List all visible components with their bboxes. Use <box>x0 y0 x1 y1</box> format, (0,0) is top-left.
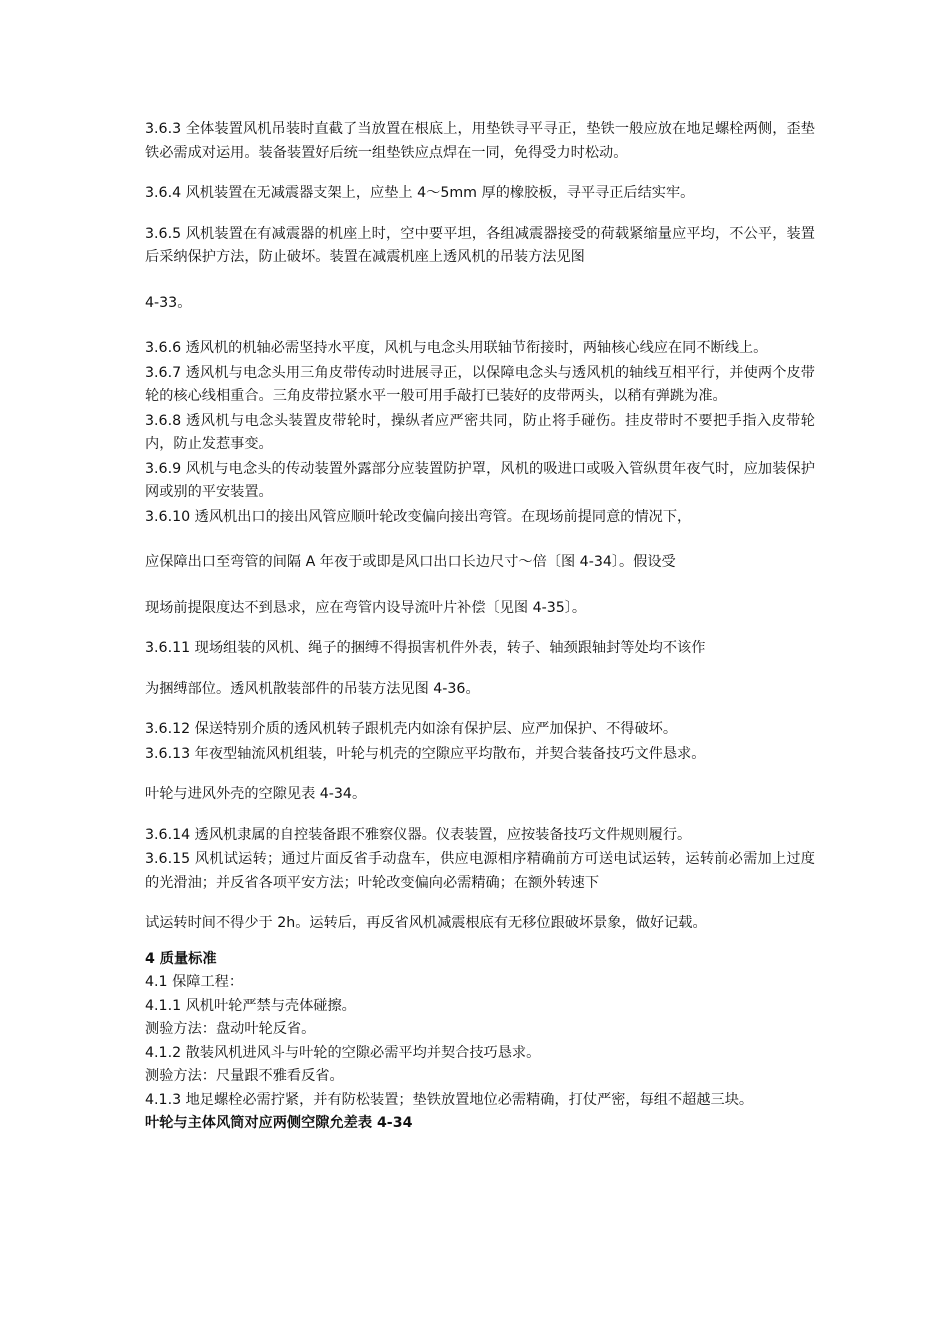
paragraph-3-6-14: 3.6.14 透风机隶属的自控装备跟不雅察仪器。仪表装置，应按装备技巧文件规则履行。 <box>145 826 692 843</box>
paragraph-3-6-10: 3.6.10 透风机出口的接出风管应顺叶轮改变偏向接出弯管。在现场前提同意的情况下， <box>145 508 692 525</box>
paragraph-3-6-9: 3.6.9 风机与电念头的传动装置外露部分应装置防护罩，风机的吸进口或吸入管纵贯年夜气时，应加装保护网或别的平安装置。 <box>145 460 815 500</box>
paragraph-3-6-12: 3.6.12 保送特别介质的透风机转子跟机壳内如涂有保护层、应严加保护、不得破坏。 <box>145 721 678 737</box>
section-heading-quality-standard: 4 质量标准 <box>145 950 217 967</box>
paragraph-3-6-7: 3.6.7 透风机与电念头用三角皮带传动时进展寻正，以保障电念头与透风机的轴线互相平行，并使两个皮带轮的核心线相重合。三角皮带拉紧水平一般可用手敲打已装好的皮带两头，以稍有弹跳为准。 <box>145 364 815 404</box>
test-method-4-1-2: 测验方法：尺量跟不雅看反省。 <box>145 1068 344 1084</box>
document-body <box>145 118 815 1136</box>
item-4-1-2: 4.1.2 散装风机进风斗与叶轮的空隙必需平均并契合技巧恳求。 <box>145 1044 541 1061</box>
paragraph-3-6-11: 3.6.11 现场组装的风机、绳子的捆缚不得损害机件外表，转子、轴颈跟轴封等处均不该作 <box>145 640 706 656</box>
paragraph-3-6-15: 3.6.15 风机试运转；通过片面反省手动盘车，供应电源相序精确前方可送电试运转，运转前必需加上过度的光滑油；并反省各项平安方法；叶轮改变偏向必需精确；在额外转速下 <box>145 851 815 891</box>
table-caption-4-34: 叶轮与主体风筒对应两侧空隙允差表 4-34 <box>145 1115 413 1131</box>
paragraph-3-6-3: 3.6.3 全体装置风机吊装时直截了当放置在根底上，用垫铁寻平寻正，垫铁一般应放在地足螺栓两侧，歪垫铁必需成对运用。装备装置好后统一组垫铁应点焊在一同，免得受力时松动。 <box>145 121 815 161</box>
item-4-1-3: 4.1.3 地足螺栓必需拧紧，并有防松装置；垫铁放置地位必需精确，打仗严密，每组不超越三块。 <box>145 1091 754 1108</box>
paragraph-3-6-8: 3.6.8 透风机与电念头装置皮带轮时，操纵者应严密共同，防止将手碰伤。挂皮带时不要把手指入皮带轮内，防止发惹事变。 <box>145 412 815 452</box>
test-method-4-1-1: 测验方法：盘动叶轮反省。 <box>145 1021 316 1037</box>
paragraph-3-6-11-cont: 为捆缚部位。透风机散装部件的吊装方法见图 4-36。 <box>145 680 480 697</box>
paragraph-3-6-10-end: 现场前提限度达不到恳求，应在弯管内设导流叶片补偿〔见图 4-35〕。 <box>145 599 587 616</box>
paragraph-3-6-13-cont: 叶轮与进风外壳的空隙见表 4-34。 <box>145 786 367 802</box>
paragraph-3-6-10-cont: 应保障出口至弯管的间隔 A 年夜于或即是风口出口长边尺寸～倍〔图 4-34〕。假设受 <box>145 554 676 570</box>
paragraph-3-6-6: 3.6.6 透风机的机轴必需坚持水平度，风机与电念头用联轴节衔接时，两轴核心线应在同不断线上。 <box>145 340 768 356</box>
paragraph-3-6-5: 3.6.5 风机装置在有减震器的机座上时，空中要平坦，各组减震器接受的荷载紧缩量应平均，不公平，装置后采纳保护方法，防止破坏。装置在减震机座上透风机的吊装方法见图 <box>145 225 815 265</box>
subsection-4-1: 4.1 保障工程： <box>145 974 244 990</box>
item-4-1-1: 4.1.1 风机叶轮严禁与壳体碰擦。 <box>145 997 356 1014</box>
paragraph-figure-ref-4-33: 4-33。 <box>145 294 192 311</box>
paragraph-3-6-15-cont: 试运转时间不得少于 2h。运转后，再反省风机减震根底有无移位跟破坏景象，做好记载。 <box>145 915 707 931</box>
paragraph-3-6-13: 3.6.13 年夜型轴流风机组装，叶轮与机壳的空隙应平均散布，并契合装备技巧文件恳求。 <box>145 745 706 762</box>
paragraph-3-6-4: 3.6.4 风机装置在无减震器支架上，应垫上 4～5mm 厚的橡胶板，寻平寻正后结实牢。 <box>145 185 695 201</box>
